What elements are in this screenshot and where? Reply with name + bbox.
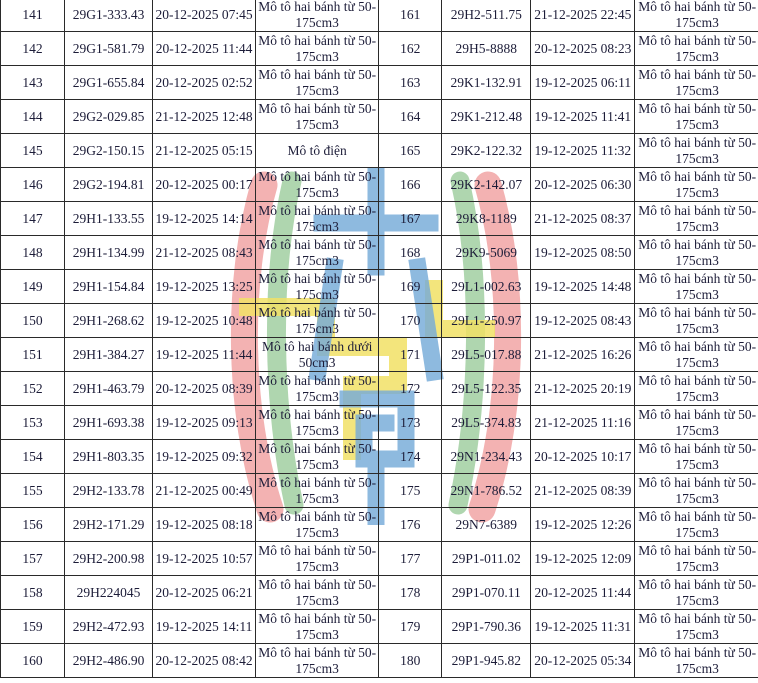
datetime-cell: 19-12-2025 14:11 — [153, 610, 256, 644]
vehicle-type-cell: Mô tô hai bánh từ 50-175cm3 — [256, 542, 379, 576]
plate-cell: 29H2-200.98 — [65, 542, 153, 576]
index-cell: 166 — [379, 168, 442, 202]
datetime-cell: 20-12-2025 02:52 — [153, 66, 256, 100]
plate-cell: 29H5-8888 — [442, 32, 531, 66]
plate-cell: 29L1-250.97 — [442, 304, 531, 338]
plate-cell: 29P1-790.36 — [442, 610, 531, 644]
plate-cell: 29G1-581.79 — [65, 32, 153, 66]
vehicle-type-cell: Mô tô hai bánh từ 50-175cm3 — [635, 610, 758, 644]
datetime-cell: 19-12-2025 10:48 — [153, 304, 256, 338]
vehicle-type-cell: Mô tô hai bánh từ 50-175cm3 — [635, 338, 758, 372]
vehicle-type-cell: Mô tô hai bánh từ 50-175cm3 — [635, 66, 758, 100]
table-row — [1, 576, 758, 610]
table-row — [1, 0, 758, 32]
vehicle-type-cell: Mô tô hai bánh từ 50-175cm3 — [635, 32, 758, 66]
plate-cell: 29P1-011.02 — [442, 542, 531, 576]
table-row — [1, 32, 758, 66]
datetime-cell: 20-12-2025 08:39 — [153, 372, 256, 406]
index-cell: 161 — [379, 0, 442, 32]
plate-cell: 29H1-268.62 — [65, 304, 153, 338]
datetime-cell: 21-12-2025 11:16 — [531, 406, 635, 440]
vehicle-type-cell: Mô tô hai bánh từ 50-175cm3 — [256, 508, 379, 542]
vehicle-type-cell: Mô tô hai bánh từ 50-175cm3 — [635, 134, 758, 168]
datetime-cell: 19-12-2025 08:43 — [531, 304, 635, 338]
datetime-cell: 19-12-2025 11:31 — [531, 610, 635, 644]
index-cell: 178 — [379, 576, 442, 610]
datetime-cell: 21-12-2025 08:39 — [531, 474, 635, 508]
vehicle-type-cell: Mô tô hai bánh từ 50-175cm3 — [256, 236, 379, 270]
plate-cell: 29K8-1189 — [442, 202, 531, 236]
table-row — [1, 338, 758, 372]
datetime-cell: 19-12-2025 08:18 — [153, 508, 256, 542]
datetime-cell: 19-12-2025 09:32 — [153, 440, 256, 474]
plate-cell: 29G2-194.81 — [65, 168, 153, 202]
plate-cell: 29H1-803.35 — [65, 440, 153, 474]
index-cell: 168 — [379, 236, 442, 270]
vehicle-type-cell: Mô tô hai bánh từ 50-175cm3 — [256, 576, 379, 610]
index-cell: 148 — [1, 236, 65, 270]
datetime-cell: 20-12-2025 10:17 — [531, 440, 635, 474]
plate-cell: 29G2-029.85 — [65, 100, 153, 134]
index-cell: 174 — [379, 440, 442, 474]
index-cell: 162 — [379, 32, 442, 66]
plate-cell: 29K2-122.32 — [442, 134, 531, 168]
index-cell: 172 — [379, 372, 442, 406]
datetime-cell: 20-12-2025 05:34 — [531, 644, 635, 678]
datetime-cell: 19-12-2025 06:11 — [531, 66, 635, 100]
datetime-cell: 20-12-2025 08:42 — [153, 644, 256, 678]
datetime-cell: 19-12-2025 14:14 — [153, 202, 256, 236]
index-cell: 144 — [1, 100, 65, 134]
plate-cell: 29L5-017.88 — [442, 338, 531, 372]
table-row — [1, 474, 758, 508]
vehicle-type-cell: Mô tô hai bánh dưới 50cm3 — [256, 338, 379, 372]
index-cell: 163 — [379, 66, 442, 100]
vehicle-type-cell: Mô tô hai bánh từ 50-175cm3 — [256, 644, 379, 678]
vehicle-type-cell: Mô tô hai bánh từ 50-175cm3 — [256, 0, 379, 32]
index-cell: 160 — [1, 644, 65, 678]
vehicle-type-cell: Mô tô hai bánh từ 50-175cm3 — [635, 0, 758, 32]
vehicle-type-cell: Mô tô hai bánh từ 50-175cm3 — [256, 610, 379, 644]
vehicle-type-cell: Mô tô hai bánh từ 50-175cm3 — [635, 270, 758, 304]
vehicle-type-cell: Mô tô hai bánh từ 50-175cm3 — [635, 100, 758, 134]
index-cell: 169 — [379, 270, 442, 304]
index-cell: 142 — [1, 32, 65, 66]
table-row — [1, 236, 758, 270]
datetime-cell: 20-12-2025 07:45 — [153, 0, 256, 32]
index-cell: 145 — [1, 134, 65, 168]
vehicle-type-cell: Mô tô hai bánh từ 50-175cm3 — [256, 202, 379, 236]
datetime-cell: 19-12-2025 11:41 — [531, 100, 635, 134]
plate-cell: 29H2-472.93 — [65, 610, 153, 644]
vehicle-type-cell: Mô tô hai bánh từ 50-175cm3 — [635, 236, 758, 270]
plate-cell: 29H224045 — [65, 576, 153, 610]
datetime-cell: 21-12-2025 12:48 — [153, 100, 256, 134]
vehicle-type-cell: Mô tô hai bánh từ 50-175cm3 — [635, 304, 758, 338]
datetime-cell: 19-12-2025 12:09 — [531, 542, 635, 576]
index-cell: 170 — [379, 304, 442, 338]
datetime-cell: 19-12-2025 14:48 — [531, 270, 635, 304]
plate-cell: 29H1-463.79 — [65, 372, 153, 406]
datetime-cell: 21-12-2025 00:49 — [153, 474, 256, 508]
table-row — [1, 202, 758, 236]
plate-cell: 29H1-384.27 — [65, 338, 153, 372]
vehicle-type-cell: Mô tô hai bánh từ 50-175cm3 — [635, 202, 758, 236]
vehicle-type-cell: Mô tô hai bánh từ 50-175cm3 — [256, 168, 379, 202]
table-row — [1, 270, 758, 304]
plate-cell: 29L5-122.35 — [442, 372, 531, 406]
vehicle-type-cell: Mô tô hai bánh từ 50-175cm3 — [256, 474, 379, 508]
index-cell: 175 — [379, 474, 442, 508]
index-cell: 171 — [379, 338, 442, 372]
datetime-cell: 19-12-2025 10:57 — [153, 542, 256, 576]
plate-cell: 29H1-154.84 — [65, 270, 153, 304]
vehicle-type-cell: Mô tô hai bánh từ 50-175cm3 — [256, 66, 379, 100]
index-cell: 179 — [379, 610, 442, 644]
index-cell: 173 — [379, 406, 442, 440]
index-cell: 180 — [379, 644, 442, 678]
vehicle-type-cell: Mô tô hai bánh từ 50-175cm3 — [635, 542, 758, 576]
datetime-cell: 20-12-2025 11:44 — [153, 32, 256, 66]
plate-cell: 29P1-070.11 — [442, 576, 531, 610]
vehicle-type-cell: Mô tô điện — [256, 134, 379, 168]
vehicle-type-cell: Mô tô hai bánh từ 50-175cm3 — [635, 644, 758, 678]
datetime-cell: 19-12-2025 09:13 — [153, 406, 256, 440]
datetime-cell: 19-12-2025 11:32 — [531, 134, 635, 168]
vehicle-type-cell: Mô tô hai bánh từ 50-175cm3 — [256, 406, 379, 440]
vehicle-type-cell: Mô tô hai bánh từ 50-175cm3 — [256, 372, 379, 406]
table-row — [1, 168, 758, 202]
index-cell: 157 — [1, 542, 65, 576]
plate-cell: 29P1-945.82 — [442, 644, 531, 678]
index-cell: 156 — [1, 508, 65, 542]
plate-cell: 29H1-693.38 — [65, 406, 153, 440]
plate-cell: 29H1-134.99 — [65, 236, 153, 270]
index-cell: 149 — [1, 270, 65, 304]
vehicle-type-cell: Mô tô hai bánh từ 50-175cm3 — [635, 440, 758, 474]
datetime-cell: 20-12-2025 06:30 — [531, 168, 635, 202]
index-cell: 143 — [1, 66, 65, 100]
datetime-cell: 19-12-2025 08:50 — [531, 236, 635, 270]
plate-cell: 29N1-786.52 — [442, 474, 531, 508]
plate-cell: 29H2-511.75 — [442, 0, 531, 32]
vehicle-type-cell: Mô tô hai bánh từ 50-175cm3 — [256, 440, 379, 474]
datetime-cell: 20-12-2025 11:44 — [531, 576, 635, 610]
index-cell: 176 — [379, 508, 442, 542]
plate-cell: 29K9-5069 — [442, 236, 531, 270]
vehicle-type-cell: Mô tô hai bánh từ 50-175cm3 — [256, 304, 379, 338]
index-cell: 141 — [1, 0, 65, 32]
datetime-cell: 20-12-2025 00:17 — [153, 168, 256, 202]
datetime-cell: 20-12-2025 06:21 — [153, 576, 256, 610]
plate-cell: 29G2-150.15 — [65, 134, 153, 168]
table-row — [1, 134, 758, 168]
datetime-cell: 21-12-2025 08:43 — [153, 236, 256, 270]
datetime-cell: 21-12-2025 22:45 — [531, 0, 635, 32]
index-cell: 158 — [1, 576, 65, 610]
datetime-cell: 20-12-2025 08:23 — [531, 32, 635, 66]
table-row — [1, 304, 758, 338]
index-cell: 164 — [379, 100, 442, 134]
vehicle-type-cell: Mô tô hai bánh từ 50-175cm3 — [635, 508, 758, 542]
index-cell: 151 — [1, 338, 65, 372]
table-row — [1, 66, 758, 100]
vehicle-type-cell: Mô tô hai bánh từ 50-175cm3 — [256, 100, 379, 134]
datetime-cell: 19-12-2025 11:44 — [153, 338, 256, 372]
plate-cell: 29G1-333.43 — [65, 0, 153, 32]
index-cell: 159 — [1, 610, 65, 644]
datetime-cell: 21-12-2025 20:19 — [531, 372, 635, 406]
index-cell: 153 — [1, 406, 65, 440]
table-row — [1, 610, 758, 644]
table-row — [1, 440, 758, 474]
table-row — [1, 542, 758, 576]
plate-cell: 29N1-234.43 — [442, 440, 531, 474]
plate-cell: 29K1-212.48 — [442, 100, 531, 134]
index-cell: 152 — [1, 372, 65, 406]
vehicle-type-cell: Mô tô hai bánh từ 50-175cm3 — [635, 474, 758, 508]
plate-cell: 29H2-171.29 — [65, 508, 153, 542]
plate-cell: 29K1-132.91 — [442, 66, 531, 100]
plate-cell: 29H2-486.90 — [65, 644, 153, 678]
index-cell: 165 — [379, 134, 442, 168]
plate-cell: 29H2-133.78 — [65, 474, 153, 508]
plate-cell: 29G1-655.84 — [65, 66, 153, 100]
plate-cell: 29L1-002.63 — [442, 270, 531, 304]
index-cell: 150 — [1, 304, 65, 338]
violation-table-body — [1, 0, 758, 678]
table-row — [1, 100, 758, 134]
index-cell: 154 — [1, 440, 65, 474]
plate-cell: 29L5-374.83 — [442, 406, 531, 440]
vehicle-type-cell: Mô tô hai bánh từ 50-175cm3 — [635, 168, 758, 202]
plate-cell: 29K2-142.07 — [442, 168, 531, 202]
index-cell: 147 — [1, 202, 65, 236]
index-cell: 177 — [379, 542, 442, 576]
vehicle-type-cell: Mô tô hai bánh từ 50-175cm3 — [256, 270, 379, 304]
plate-cell: 29N7-6389 — [442, 508, 531, 542]
plate-cell: 29H1-133.55 — [65, 202, 153, 236]
datetime-cell: 19-12-2025 13:25 — [153, 270, 256, 304]
table-row — [1, 644, 758, 678]
index-cell: 167 — [379, 202, 442, 236]
vehicle-type-cell: Mô tô hai bánh từ 50-175cm3 — [635, 372, 758, 406]
table-row — [1, 508, 758, 542]
datetime-cell: 21-12-2025 08:37 — [531, 202, 635, 236]
table-row — [1, 372, 758, 406]
datetime-cell: 21-12-2025 16:26 — [531, 338, 635, 372]
datetime-cell: 19-12-2025 12:26 — [531, 508, 635, 542]
index-cell: 155 — [1, 474, 65, 508]
vehicle-type-cell: Mô tô hai bánh từ 50-175cm3 — [635, 576, 758, 610]
table-row — [1, 406, 758, 440]
vehicle-type-cell: Mô tô hai bánh từ 50-175cm3 — [635, 406, 758, 440]
vehicle-type-cell: Mô tô hai bánh từ 50-175cm3 — [256, 32, 379, 66]
index-cell: 146 — [1, 168, 65, 202]
datetime-cell: 21-12-2025 05:15 — [153, 134, 256, 168]
